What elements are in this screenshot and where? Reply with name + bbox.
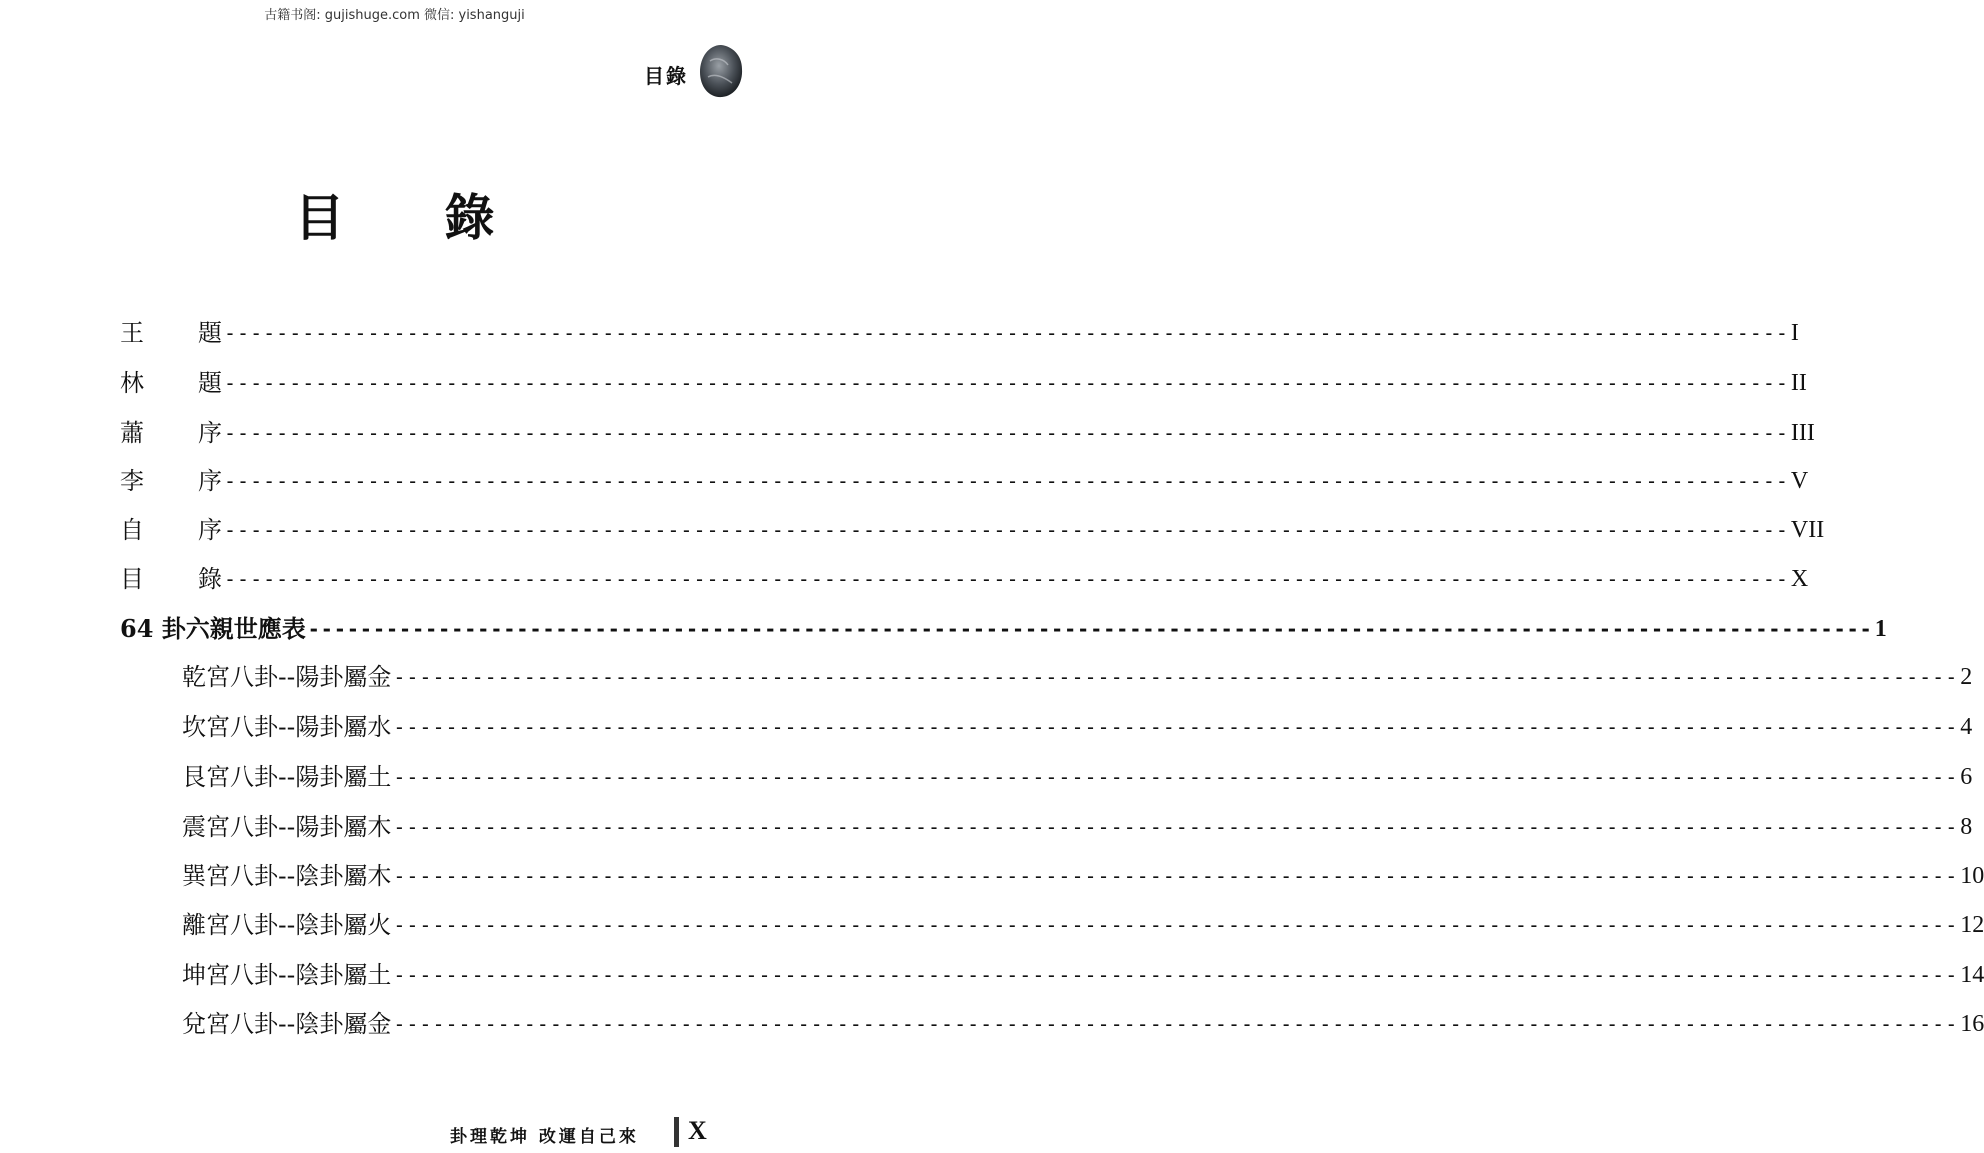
toc-sub-entry[interactable]: [182, 758, 1973, 792]
toc-sub-entry[interactable]: [182, 857, 1984, 891]
toc-sub-entry[interactable]: [182, 708, 1973, 742]
toc-sub-page: 10: [1960, 863, 1984, 889]
toc-section-page: 1: [1874, 616, 1887, 642]
toc-sub-label: 乾宮八卦--陽卦屬金: [182, 663, 392, 691]
dot-leader: ------------------------------------------------------------------------------------------------------------------------: [393, 963, 1959, 987]
toc-entry-char-2: 錄: [198, 565, 222, 593]
toc-sub-label: 巽宮八卦--陰卦屬木: [182, 862, 392, 890]
dot-leader: ------------------------------------------------------------------------------------------------------------------------: [393, 1012, 1959, 1036]
toc-entry-char-1: 林: [120, 369, 144, 397]
dot-leader: ------------------------------------------------------------------------------------------------------------------------: [393, 864, 1959, 888]
toc-entry-char-1: 自: [120, 516, 144, 544]
toc-entry-label: [120, 418, 222, 448]
dot-leader: ------------------------------------------------------------------------------------------------------------------------: [393, 913, 1959, 937]
toc-sub-entry[interactable]: [182, 658, 1973, 692]
dot-leader: ------------------------------------------------------------------------------------------------------------------------: [224, 518, 1789, 542]
toc-entry-page: X: [1790, 566, 1809, 592]
dot-leader: ------------------------------------------------------------------------------------------------------------------------: [224, 421, 1789, 445]
toc-section-label: 64 卦六親世應表: [120, 614, 306, 643]
dot-leader: ------------------------------------------------------------------------------------------------------------------------: [224, 469, 1789, 493]
toc-sub-label: 離宮八卦--陰卦屬火: [182, 911, 392, 939]
toc-entry-label: [120, 318, 222, 348]
watermark-text: 古籍书阁: gujishuge.com 微信: yishanguji: [264, 8, 525, 23]
stone-ornament-icon: [698, 43, 744, 99]
toc-entry-char-1: 李: [120, 467, 144, 495]
footer-slogan: 卦理乾坤 改運自己來: [450, 1127, 639, 1147]
toc-entry-char-2: 序: [198, 419, 222, 447]
toc-entry-char-1: 目: [120, 565, 144, 593]
toc-sub-page: 8: [1960, 814, 1973, 840]
toc-sub-entry[interactable]: [182, 906, 1984, 940]
toc-entry-page: I: [1790, 320, 1799, 346]
toc-entry-char-1: 蕭: [120, 419, 144, 447]
toc-entry-label: [120, 515, 222, 545]
toc-entry-label: [120, 368, 222, 398]
toc-sub-label: 震宮八卦--陽卦屬木: [182, 813, 392, 841]
toc-entry-page: II: [1790, 370, 1807, 396]
running-header: 目錄: [644, 64, 688, 88]
dot-leader: ------------------------------------------------------------------------------------------------------------------------: [393, 665, 1959, 689]
toc-sub-entry[interactable]: [182, 808, 1973, 842]
toc-sub-page: 12: [1960, 912, 1984, 938]
toc-sub-page: 16: [1960, 1011, 1984, 1037]
footer-page-number: X: [688, 1116, 707, 1145]
dot-leader: ------------------------------------------------------------------------------------------------------------------------: [393, 815, 1959, 839]
toc-entry-page: V: [1790, 468, 1809, 494]
toc-entry-char-1: 王: [120, 319, 144, 347]
toc-entry[interactable]: [120, 364, 1807, 398]
toc-entry-label: [120, 466, 222, 496]
dot-leader: ------------------------------------------------------------------------------------------------------------------------: [224, 321, 1789, 345]
footer-divider: [674, 1117, 679, 1147]
toc-sub-label: 艮宮八卦--陽卦屬土: [182, 763, 392, 791]
title-char-2: 錄: [444, 189, 495, 247]
toc-entry-char-2: 序: [198, 467, 222, 495]
page-title: [0, 178, 789, 250]
toc-sub-page: 2: [1960, 664, 1973, 690]
title-char-1: 目: [294, 189, 345, 247]
toc-sub-page: 6: [1960, 764, 1973, 790]
toc-sub-label: 坎宮八卦--陽卦屬水: [182, 713, 392, 741]
toc-entry[interactable]: [120, 462, 1809, 496]
toc-entry-char-2: 題: [198, 369, 222, 397]
toc-sub-label: 兌宮八卦--陰卦屬金: [182, 1010, 392, 1038]
toc-entry[interactable]: [120, 314, 1799, 348]
toc-sub-label: 坤宮八卦--陰卦屬土: [182, 961, 392, 989]
toc-entry-page: III: [1790, 420, 1815, 446]
toc-entry-label: [120, 564, 222, 594]
toc-sub-page: 4: [1960, 714, 1973, 740]
dot-leader: ------------------------------------------------------------------------------------------------------------------------: [393, 765, 1959, 789]
toc-entry[interactable]: [120, 560, 1809, 594]
dot-leader: ------------------------------------------------------------------------------------------------------------------------: [307, 617, 1873, 641]
dot-leader: ------------------------------------------------------------------------------------------------------------------------: [224, 371, 1789, 395]
toc-entry[interactable]: [120, 511, 1825, 545]
toc-section-entry[interactable]: [120, 610, 1887, 644]
toc-sub-page: 14: [1960, 962, 1984, 988]
toc-sub-entry[interactable]: [182, 956, 1984, 990]
toc-entry[interactable]: [120, 414, 1815, 448]
toc-sub-entry[interactable]: [182, 1005, 1984, 1039]
dot-leader: ------------------------------------------------------------------------------------------------------------------------: [393, 715, 1959, 739]
dot-leader: ------------------------------------------------------------------------------------------------------------------------: [224, 567, 1789, 591]
toc-entry-char-2: 題: [198, 319, 222, 347]
toc-entry-page: VII: [1790, 517, 1825, 543]
toc-entry-char-2: 序: [198, 516, 222, 544]
